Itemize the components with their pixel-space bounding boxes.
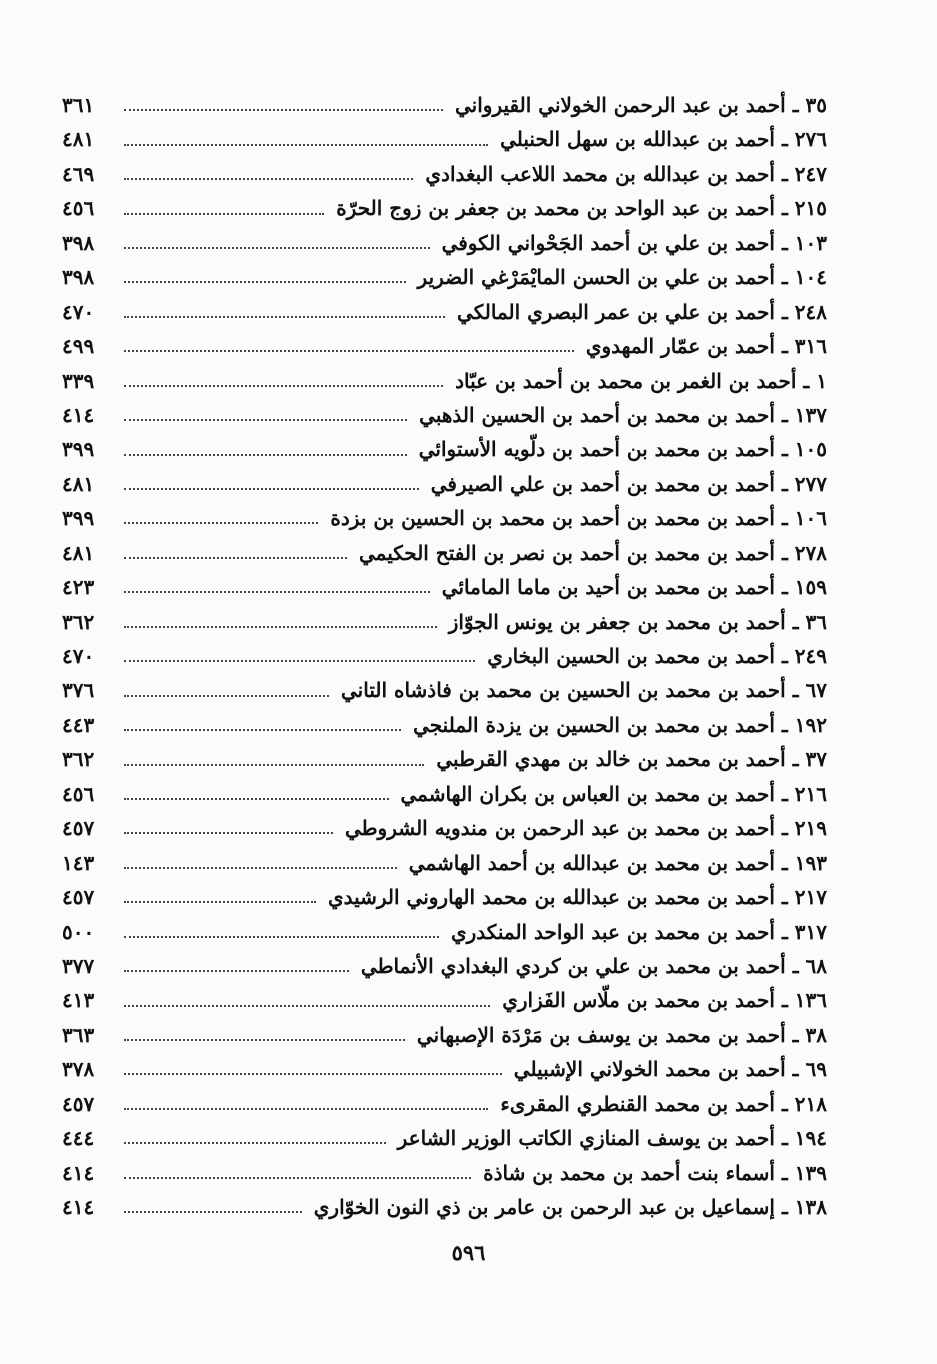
dot-leader	[124, 144, 488, 146]
dot-leader	[124, 1211, 302, 1213]
dot-leader	[124, 867, 397, 869]
index-entry	[62, 983, 827, 1017]
entry-name: ١٠٦ ـ أحمد بن محمد بن أحمد بن محمد بن الحسين بن بزدة	[330, 506, 827, 531]
index-entry	[62, 364, 827, 398]
entry-name: ١٩٤ ـ أحمد بن يوسف المنازي الكاتب الوزير الشاعر	[397, 1126, 827, 1151]
dot-leader	[124, 522, 318, 524]
entry-page-number: ٣٦٢	[62, 609, 95, 634]
entry-name: ٢١٧ ـ أحمد بن محمد بن عبدالله بن محمد الهاروني الرشيدي	[327, 885, 827, 910]
entry-name: ١٠٣ ـ أحمد بن علي بن أحمد الجَحْواني الكوفي	[441, 230, 827, 255]
entry-page-number: ٣٦٣	[62, 1022, 95, 1047]
entry-page-number: ١٤٣	[62, 850, 95, 875]
index-entry	[62, 501, 827, 535]
dot-leader	[124, 626, 437, 628]
entry-page-number: ٣٦٢	[62, 747, 95, 772]
index-entry	[62, 1087, 827, 1121]
dot-leader	[124, 1142, 386, 1144]
index-entry	[62, 122, 827, 156]
entry-page-number: ٤٤٣	[62, 712, 95, 737]
entry-name: ٣٦ ـ أحمد بن محمد بن جعفر بن يونس الجوّاز	[448, 609, 827, 634]
dot-leader	[124, 178, 413, 180]
index-entry	[62, 915, 827, 949]
entry-name: ٣٥ ـ أحمد بن عبد الرحمن الخولاني القيرواني	[455, 93, 827, 117]
dot-leader	[124, 970, 349, 972]
dot-leader	[124, 591, 430, 593]
dot-leader	[124, 1073, 502, 1075]
dot-leader	[124, 488, 419, 490]
dot-leader	[124, 695, 329, 697]
entry-name: ١٣٩ ـ أسماء بنت أحمد بن محمد بن شاذة	[483, 1160, 827, 1185]
dot-leader	[124, 936, 439, 938]
dot-leader	[124, 660, 475, 662]
entry-name: ٢١٩ ـ أحمد بن محمد بن عبد الرحمن بن مندويه الشروطي	[344, 816, 827, 841]
index-entry	[62, 536, 827, 570]
entry-name: ٦٩ ـ أحمد بن محمد الخولاني الإشبيلي	[513, 1057, 827, 1082]
index-entry	[62, 226, 827, 260]
dot-leader	[124, 798, 389, 800]
entry-name: ٢١٦ ـ أحمد بن محمد بن العباس بن بكران الهاشمي	[400, 781, 827, 806]
entry-page-number: ٣٧٨	[62, 1057, 95, 1082]
index-entry	[62, 432, 827, 466]
entry-name: ١٣٨ ـ إسماعيل بن عبد الرحمن بن عامر بن ذي النون الخوّاري	[313, 1195, 827, 1219]
dot-leader	[124, 454, 407, 456]
index-list	[62, 88, 827, 1224]
index-entry	[62, 1121, 827, 1155]
entry-page-number: ٣٣٩	[62, 368, 95, 393]
entry-name: ١٣٦ ـ أحمد بن محمد بن ملّاس الفَزاري	[502, 988, 827, 1013]
dot-leader	[124, 247, 430, 249]
dot-leader	[124, 1177, 471, 1179]
entry-page-number: ٤٢٣	[62, 575, 95, 600]
entry-page-number: ٤٥٧	[62, 816, 95, 841]
entry-page-number: ٤٩٩	[62, 334, 95, 359]
index-entry	[62, 1156, 827, 1190]
dot-leader	[124, 385, 443, 387]
index-entry	[62, 811, 827, 845]
index-entry	[62, 260, 827, 294]
entry-page-number: ٣٧٦	[62, 678, 95, 703]
entry-name: ١٣٧ ـ أحمد بن محمد بن أحمد بن الحسين الذهبي	[419, 402, 827, 427]
index-entry	[62, 295, 827, 329]
dot-leader	[124, 419, 407, 421]
index-entry	[62, 880, 827, 914]
dot-leader	[124, 764, 424, 766]
entry-name: ٢٧٨ ـ أحمد بن محمد بن أحمد بن نصر بن الفتح الحكيمي	[358, 540, 827, 565]
dot-leader	[124, 557, 347, 559]
entry-page-number: ٤١٤	[62, 402, 95, 427]
entry-page-number: ٤٥٦	[62, 781, 95, 806]
entry-page-number: ٤٧٠	[62, 644, 95, 668]
entry-page-number: ٣٩٩	[62, 506, 95, 531]
index-entry	[62, 570, 827, 604]
entry-page-number: ٤١٤	[62, 1195, 95, 1219]
index-entry	[62, 1052, 827, 1086]
dot-leader	[124, 901, 316, 903]
entry-name: ١٠٥ ـ أحمد بن محمد بن أحمد بن دلّويه الأستوائي	[418, 437, 827, 462]
entry-name: ١ ـ أحمد بن الغمر بن محمد بن أحمد بن عبّاد	[455, 368, 827, 393]
entry-name: ٢٤٨ ـ أحمد بن علي بن عمر البصري المالكي	[457, 299, 827, 324]
dot-leader	[124, 1005, 490, 1007]
dot-leader	[124, 1108, 488, 1110]
index-entry	[62, 605, 827, 639]
entry-name: ٣١٧ ـ أحمد بن محمد بن عبد الواحد المنكدري	[450, 919, 827, 944]
index-entry	[62, 398, 827, 432]
index-entry	[62, 777, 827, 811]
entry-name: ٦٧ ـ أحمد بن محمد بن الحسين بن محمد بن فاذشاه التاني	[340, 678, 827, 703]
index-entry	[62, 708, 827, 742]
index-entry	[62, 742, 827, 776]
entry-page-number: ٤٥٧	[62, 885, 95, 910]
entry-page-number: ٥٠٠	[62, 919, 95, 944]
dot-leader	[124, 1039, 405, 1041]
entry-page-number: ٤٨١	[62, 127, 95, 152]
entry-page-number: ٤٥٧	[62, 1091, 95, 1116]
entry-page-number: ٣٩٨	[62, 265, 95, 290]
index-entry	[62, 191, 827, 225]
entry-name: ٣١٦ ـ أحمد بن عمّار المهدوي	[585, 334, 827, 359]
entry-name: ١٩٢ ـ أحمد بن محمد بن الحسين بن يزدة الملنجي	[413, 712, 827, 737]
entry-name: ٢١٨ ـ أحمد بن محمد القنطري المقرىء	[500, 1091, 827, 1116]
entry-name: ٦٨ ـ أحمد بن محمد بن علي بن كردي البغدادي الأنماطي	[360, 953, 827, 978]
dot-leader	[124, 832, 333, 834]
entry-page-number: ٤١٤	[62, 1160, 95, 1185]
index-entry	[62, 1190, 827, 1224]
entry-page-number: ٤٦٩	[62, 161, 95, 186]
index-entry	[62, 846, 827, 880]
index-entry	[62, 639, 827, 673]
entry-page-number: ٣٩٩	[62, 437, 95, 462]
entry-page-number: ٣٦١	[62, 93, 95, 117]
index-entry	[62, 88, 827, 122]
entry-page-number: ٤٧٠	[62, 299, 95, 324]
index-entry	[62, 157, 827, 191]
entry-page-number: ٤٨١	[62, 540, 95, 565]
dot-leader	[124, 729, 401, 731]
entry-page-number: ٣٩٨	[62, 230, 95, 255]
entry-name: ١٩٣ ـ أحمد بن محمد بن عبدالله بن أحمد الهاشمي	[408, 850, 827, 875]
dot-leader	[124, 316, 445, 318]
entry-page-number: ٤١٣	[62, 988, 95, 1013]
index-entry	[62, 467, 827, 501]
entry-name: ٣٧ ـ أحمد بن محمد بن خالد بن مهدي القرطبي	[436, 747, 827, 772]
dot-leader	[124, 350, 574, 352]
index-entry	[62, 1018, 827, 1052]
entry-name: ٢٤٩ ـ أحمد بن محمد بن الحسين البخاري	[487, 644, 827, 668]
page-number-footer: ٥٩٦	[451, 1240, 486, 1265]
entry-name: ١٥٩ ـ أحمد بن محمد بن أحيد بن ماما المامائي	[441, 575, 827, 600]
dot-leader	[124, 281, 406, 283]
entry-page-number: ٣٧٧	[62, 953, 95, 978]
index-entry	[62, 329, 827, 363]
dot-leader	[124, 109, 443, 111]
entry-name: ٢١٥ ـ أحمد بن عبد الواحد بن محمد بن جعفر بن زوج الحرّة	[336, 196, 827, 221]
entry-name: ١٠٤ ـ أحمد بن علي بن الحسن المايْمَرْغي الضرير	[417, 265, 827, 290]
entry-name: ٢٧٦ ـ أحمد بن عبدالله بن سهل الحنبلي	[500, 127, 827, 152]
index-entry	[62, 949, 827, 983]
index-entry	[62, 673, 827, 707]
dot-leader	[124, 213, 324, 215]
entry-page-number: ٤٨١	[62, 471, 95, 496]
entry-name: ٢٧٧ ـ أحمد بن محمد بن أحمد بن علي الصيرفي	[430, 471, 827, 496]
entry-name: ٣٨ ـ أحمد بن محمد بن يوسف بن مَرْدَة الإصبهاني	[416, 1022, 827, 1047]
entry-page-number: ٤٤٤	[62, 1126, 95, 1151]
entry-name: ٢٤٧ ـ أحمد بن عبدالله بن محمد اللاعب البغدادي	[425, 161, 827, 186]
entry-page-number: ٤٥٦	[62, 196, 95, 221]
